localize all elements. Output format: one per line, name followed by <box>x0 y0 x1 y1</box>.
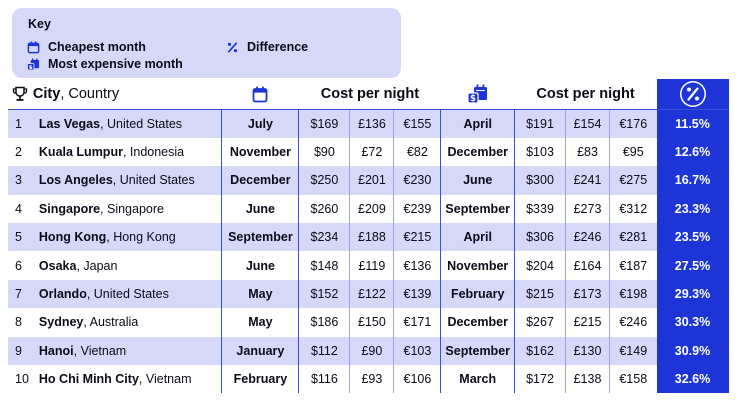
cheapest-gbp-cell: £188 <box>350 223 394 251</box>
table-row <box>8 251 729 279</box>
cheapest-month-header <box>222 79 299 110</box>
country-name: , Singapore <box>100 201 164 216</box>
key-difference <box>226 40 308 54</box>
percent-icon <box>226 41 239 54</box>
country-name: , Australia <box>83 315 139 330</box>
key-difference-label: Difference <box>247 40 309 54</box>
key-panel <box>12 8 401 78</box>
expensive-usd-cell: $267 <box>515 308 566 336</box>
city-name: Ho Chi Minh City <box>38 372 139 387</box>
expensive-eur-cell: €281 <box>610 223 657 251</box>
rank-cell: 8 <box>15 315 22 330</box>
key-title: Key <box>28 17 51 31</box>
cheapest-gbp-cell: £93 <box>350 365 394 393</box>
city-name: Sydney <box>38 315 84 330</box>
table-row <box>8 280 729 308</box>
expensive-month-cell: September <box>441 195 515 223</box>
expensive-eur-cell: €158 <box>610 365 657 393</box>
table-row <box>8 166 729 194</box>
expensive-eur-cell: €312 <box>610 195 657 223</box>
country-name: , Japan <box>76 258 118 273</box>
table-row <box>8 138 729 166</box>
rank-header <box>8 79 33 110</box>
cheapest-usd-cell: $116 <box>299 365 350 393</box>
country-name: , United States <box>86 287 169 302</box>
expensive-month-cell: April <box>441 223 515 251</box>
cheapest-usd-cell: $260 <box>299 195 350 223</box>
expensive-usd-cell: $300 <box>515 166 566 194</box>
city-name: Orlando <box>38 287 87 302</box>
cheapest-cost-header: Cost per night <box>299 79 441 110</box>
rank-cell: 6 <box>15 258 22 273</box>
cheapest-eur-cell: €230 <box>394 166 441 194</box>
key-cheapest <box>27 40 146 54</box>
difference-cell: 23.3% <box>657 195 729 223</box>
table-header <box>8 79 729 110</box>
city-country-header <box>33 79 222 110</box>
expensive-gbp-cell: £215 <box>566 308 610 336</box>
cost-table <box>8 79 729 393</box>
expensive-eur-cell: €149 <box>610 337 657 365</box>
table-row <box>8 223 729 251</box>
svg-text:$: $ <box>28 64 33 71</box>
table-row <box>8 308 729 336</box>
cheapest-usd-cell: $250 <box>299 166 350 194</box>
country-name: , Vietnam <box>138 372 192 387</box>
cheapest-gbp-cell: £150 <box>350 308 394 336</box>
key-cheapest-label: Cheapest month <box>48 40 146 54</box>
country-name: , Vietnam <box>73 343 127 358</box>
rank-cell: 9 <box>8 337 33 365</box>
expensive-usd-cell: $162 <box>515 337 566 365</box>
cheapest-usd-cell: $186 <box>299 308 350 336</box>
difference-cell: 23.5% <box>657 223 729 251</box>
money-calendar-icon <box>27 58 40 71</box>
trophy-icon <box>12 86 28 102</box>
city-name: Hong Kong <box>38 230 107 245</box>
calendar-icon <box>252 86 268 103</box>
expensive-month-cell: June <box>441 166 515 194</box>
city-cell <box>33 337 222 365</box>
rank-cell: 1 <box>8 110 33 138</box>
expensive-usd-cell: $215 <box>515 280 566 308</box>
expensive-eur-cell: €246 <box>610 308 657 336</box>
expensive-eur-cell: €176 <box>610 110 657 138</box>
expensive-usd-cell: $204 <box>515 251 566 279</box>
country-name: , United States <box>112 173 195 188</box>
expensive-eur-cell: €198 <box>610 280 657 308</box>
expensive-month-cell: February <box>441 280 515 308</box>
city-name: Las Vegas <box>38 116 101 131</box>
expensive-gbp-cell: £246 <box>566 223 610 251</box>
rank-cell: 2 <box>15 145 22 160</box>
rank-cell: 3 <box>8 166 33 194</box>
cheapest-gbp-cell: £136 <box>350 110 394 138</box>
city-header-label: City <box>32 86 61 102</box>
city-name: Hanoi <box>38 343 74 358</box>
expensive-eur-cell: €187 <box>610 251 657 279</box>
city-cell <box>33 195 222 223</box>
cheapest-usd-cell: $148 <box>299 251 350 279</box>
cheapest-gbp-cell: £201 <box>350 166 394 194</box>
difference-cell: 11.5% <box>657 110 729 138</box>
expensive-month-cell: December <box>441 308 515 336</box>
expensive-gbp-cell: £83 <box>566 138 610 166</box>
cheapest-usd-cell: $90 <box>299 138 350 166</box>
cheapest-eur-cell: €106 <box>394 365 441 393</box>
difference-cell: 32.6% <box>657 365 729 393</box>
expensive-cost-header: Cost per night <box>515 79 657 110</box>
cheapest-month-cell: November <box>222 138 299 166</box>
city-name: Osaka <box>38 258 77 273</box>
cheapest-month-cell: September <box>222 223 299 251</box>
expensive-month-cell: December <box>441 138 515 166</box>
cheapest-month-cell: May <box>222 280 299 308</box>
table-row <box>8 365 729 393</box>
cheapest-eur-cell: €136 <box>394 251 441 279</box>
city-name: Singapore <box>38 201 101 216</box>
cheapest-eur-cell: €155 <box>394 110 441 138</box>
cheapest-month-cell: June <box>222 251 299 279</box>
cheapest-gbp-cell: £209 <box>350 195 394 223</box>
city-cell <box>33 138 222 166</box>
city-cell <box>33 223 222 251</box>
expensive-month-cell: September <box>441 337 515 365</box>
rank-cell: 4 <box>15 201 22 216</box>
key-expensive <box>27 57 183 71</box>
city-cell <box>33 166 222 194</box>
cheapest-month-cell: June <box>222 195 299 223</box>
expensive-gbp-cell: £130 <box>566 337 610 365</box>
rank-cell: 10 <box>15 372 29 387</box>
calendar-icon <box>27 41 40 54</box>
cheapest-usd-cell: $234 <box>299 223 350 251</box>
difference-cell: 16.7% <box>657 166 729 194</box>
percent-icon <box>679 80 707 108</box>
country-name: , Hong Kong <box>106 230 176 245</box>
city-cell <box>33 308 222 336</box>
city-cell <box>33 365 222 393</box>
city-cell <box>33 110 222 138</box>
expensive-gbp-cell: £273 <box>566 195 610 223</box>
expensive-usd-cell: $339 <box>515 195 566 223</box>
city-name: Kuala Lumpur <box>38 145 123 160</box>
expensive-gbp-cell: £173 <box>566 280 610 308</box>
city-cell <box>33 280 222 308</box>
expensive-usd-cell: $191 <box>515 110 566 138</box>
cheapest-month-cell: July <box>222 110 299 138</box>
table-row <box>8 195 729 223</box>
city-name: Los Angeles <box>38 173 113 188</box>
table-row <box>8 337 729 365</box>
country-header-label: , Country <box>60 86 120 102</box>
cheapest-eur-cell: €82 <box>394 138 441 166</box>
expensive-usd-cell: $172 <box>515 365 566 393</box>
rank-cell: 5 <box>8 223 33 251</box>
difference-cell: 30.3% <box>657 308 729 336</box>
expensive-gbp-cell: £164 <box>566 251 610 279</box>
expensive-usd-cell: $103 <box>515 138 566 166</box>
cheapest-usd-cell: $152 <box>299 280 350 308</box>
expensive-gbp-cell: £241 <box>566 166 610 194</box>
cheapest-month-cell: February <box>222 365 299 393</box>
expensive-month-cell: April <box>441 110 515 138</box>
difference-cell: 30.9% <box>657 337 729 365</box>
country-name: , United States <box>100 116 183 131</box>
cheapest-month-cell: May <box>222 308 299 336</box>
cheapest-gbp-cell: £90 <box>350 337 394 365</box>
difference-cell: 12.6% <box>657 138 729 166</box>
cheapest-month-cell: December <box>222 166 299 194</box>
expensive-usd-cell: $306 <box>515 223 566 251</box>
cheapest-eur-cell: €215 <box>394 223 441 251</box>
cheapest-usd-cell: $112 <box>299 337 350 365</box>
expensive-eur-cell: €275 <box>610 166 657 194</box>
cheapest-eur-cell: €171 <box>394 308 441 336</box>
cheapest-gbp-cell: £72 <box>350 138 394 166</box>
rank-cell: 7 <box>8 280 33 308</box>
difference-header <box>657 79 729 110</box>
expensive-month-cell: November <box>441 251 515 279</box>
difference-cell: 29.3% <box>657 280 729 308</box>
expensive-month-header <box>441 79 515 110</box>
city-cell <box>33 251 222 279</box>
country-name: , Indonesia <box>122 145 185 160</box>
cheapest-eur-cell: €103 <box>394 337 441 365</box>
cheapest-eur-cell: €239 <box>394 195 441 223</box>
difference-cell: 27.5% <box>657 251 729 279</box>
cheapest-gbp-cell: £119 <box>350 251 394 279</box>
expensive-month-cell: March <box>441 365 515 393</box>
cheapest-month-cell: January <box>222 337 299 365</box>
expensive-gbp-cell: £154 <box>566 110 610 138</box>
cheapest-eur-cell: €139 <box>394 280 441 308</box>
expensive-gbp-cell: £138 <box>566 365 610 393</box>
money-calendar-icon <box>467 84 489 104</box>
cheapest-usd-cell: $169 <box>299 110 350 138</box>
svg-text:$: $ <box>469 94 476 104</box>
expensive-eur-cell: €95 <box>610 138 657 166</box>
table-row <box>8 110 729 138</box>
key-expensive-label: Most expensive month <box>48 57 183 71</box>
cheapest-gbp-cell: £122 <box>350 280 394 308</box>
